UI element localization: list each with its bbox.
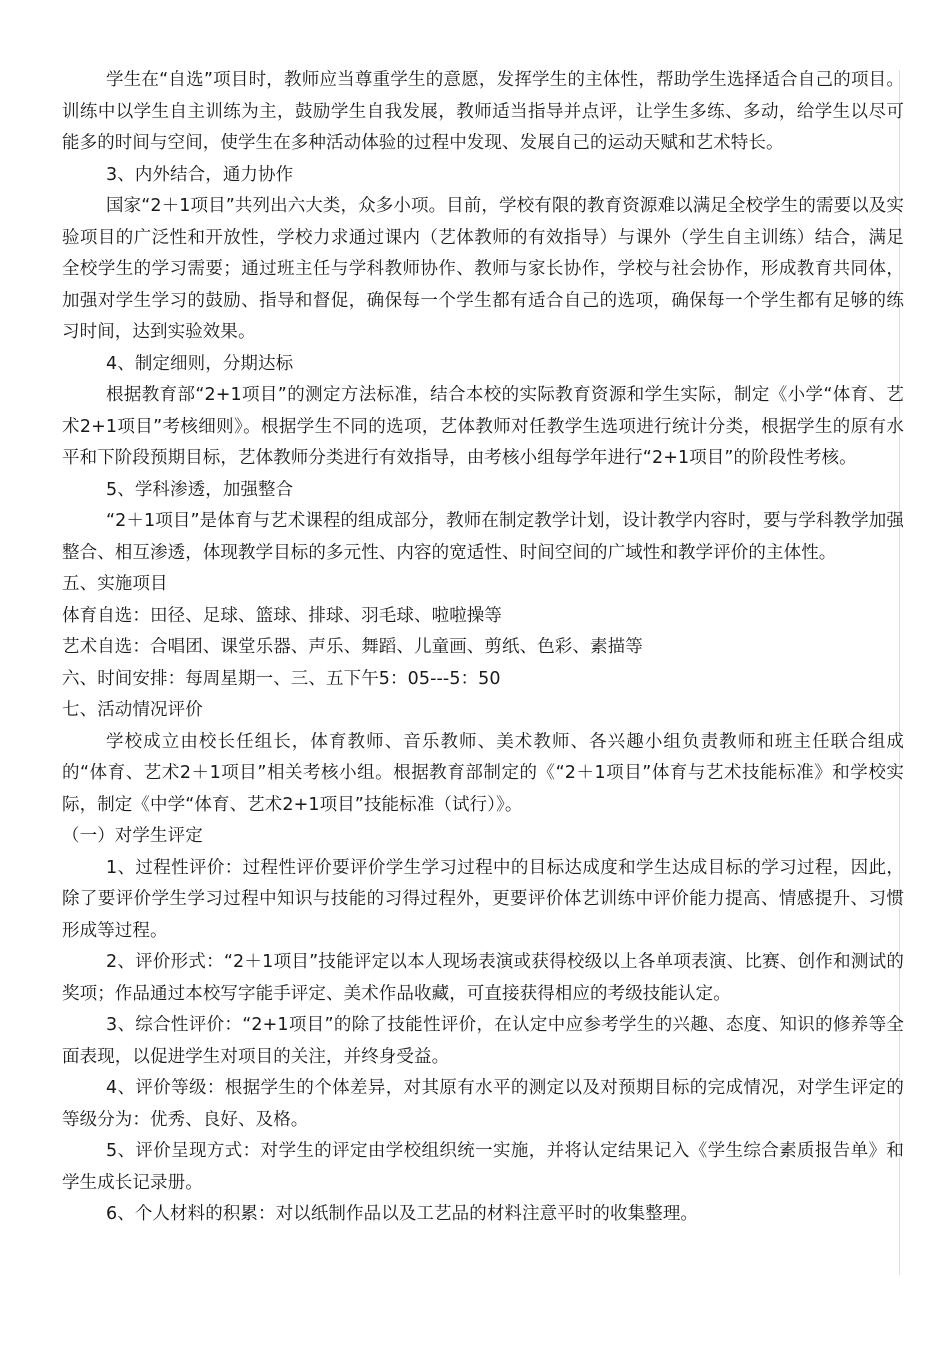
art-options: 艺术自选：合唱团、课堂乐器、声乐、舞蹈、儿童画、剪纸、色彩、素描等 xyxy=(62,637,643,657)
item-personal-materials: 6、个人材料的积累：对以纸制作品以及工艺品的材料注意平时的收集整理。 xyxy=(106,1204,699,1224)
section-heading-evaluation: 七、活动情况评价 xyxy=(62,700,203,720)
item-process-evaluation: 1、过程性评价：过程性评价要评价学生学习过程中的目标达成度和学生达成目标的学习过程，因此，除了要评价学生学习过程中知识与技能的习得过程外，更要评价体艺训练中评价能力提高、情感提升、习惯形成等过程。 xyxy=(62,857,904,941)
subheading-student-evaluation: （一）对学生评定 xyxy=(62,826,203,846)
heading-rules-standards: 4、制定细则，分期达标 xyxy=(106,353,294,374)
item-evaluation-presentation: 5、评价呈现方式：对学生的评定由学校组织统一实施，并将认定结果记入《学生综合素质报告单》和学生成长记录册。 xyxy=(62,1141,904,1193)
item-comprehensive-evaluation: 3、综合性评价：“2+1项目”的除了技能性评价，在认定中应参考学生的兴趣、态度、知识的修养等全面表现，以促进学生对项目的关注，并终身受益。 xyxy=(62,1015,904,1067)
document-body xyxy=(62,65,904,1231)
heading-subject-integration: 5、学科渗透，加强整合 xyxy=(106,479,294,500)
paragraph-self-selection: 学生在“自选”项目时，教师应当尊重学生的意愿，发挥学生的主体性，帮助学生选择适合自己的项目。训练中以学生自主训练为主，鼓励学生自我发展，教师适当指导并点评，让学生多练、多动，给学生以尽可能多的时间与空间，使学生在多种活动体验的过程中发现、发展自己的运动天赋和艺术特长。 xyxy=(62,70,904,153)
paragraph-national-project: 国家“2＋1项目”共列出六大类，众多小项。目前，学校有限的教育资源难以满足全校学生的需要以及实验项目的广泛性和开放性，学校力求通过课内（艺体教师的有效指导）与课外（学生自主训练）结合，满足全校学生的学习需要；通过班主任与学科教师协作、教师与家长协作，学校与社会协作，形成教育共同体，加强对学生学习的鼓励、指导和督促，确保每一个学生都有适合自己的选项，确保每一个学生都有足够的练习时间，达到实验效果。 xyxy=(62,196,904,342)
heading-inner-outer-combination: 3、内外结合，通力协作 xyxy=(106,164,294,185)
paragraph-assessment-rules: 根据教育部“2+1项目”的测定方法标准，结合本校的实际教育资源和学生实际，制定《小学“体育、艺术2+1项目”考核细则》。根据学生不同的选项，艺体教师对任教学生选项进行统计分类，根据学生的原有水平和下阶段预期目标，艺体教师分类进行有效指导，由考核小组每学年进行“2+1项目”的阶段性考核。 xyxy=(62,385,904,468)
section-heading-schedule: 六、时间安排：每周星期一、三、五下午5：05---5：50 xyxy=(62,668,501,689)
item-evaluation-form: 2、评价形式：“2＋1项目”技能评定以本人现场表演或获得校级以上各单项表演、比赛、创作和测试的奖项；作品通过本校写字能手评定、美术作品收藏，可直接获得相应的考级技能认定。 xyxy=(62,952,904,1004)
item-evaluation-grades: 4、评价等级：根据学生的个体差异，对其原有水平的测定以及对预期目标的完成情况，对学生评定的等级分为：优秀、良好、及格。 xyxy=(62,1078,904,1130)
sports-options: 体育自选：田径、足球、篮球、排球、羽毛球、啦啦操等 xyxy=(62,605,502,626)
paragraph-assessment-team: 学校成立由校长任组长，体育教师、音乐教师、美术教师、各兴趣小组负责教师和班主任联合组成的“体育、艺术2＋1项目”相关考核小组。根据教育部制定的《“2＋1项目”体育与艺术技能标准》和学校实际，制定《中学“体育、艺术2+1项目”技能标准（试行）》。 xyxy=(62,731,904,815)
paragraph-curriculum-integration: “2＋1项目”是体育与艺术课程的组成部分，教师在制定教学计划，设计教学内容时，要与学科教学加强整合、相互渗透，体现教学目标的多元性、内容的宽适性、时间空间的广域性和教学评价的主体性。 xyxy=(62,511,904,563)
section-heading-projects: 五、实施项目 xyxy=(62,574,168,594)
